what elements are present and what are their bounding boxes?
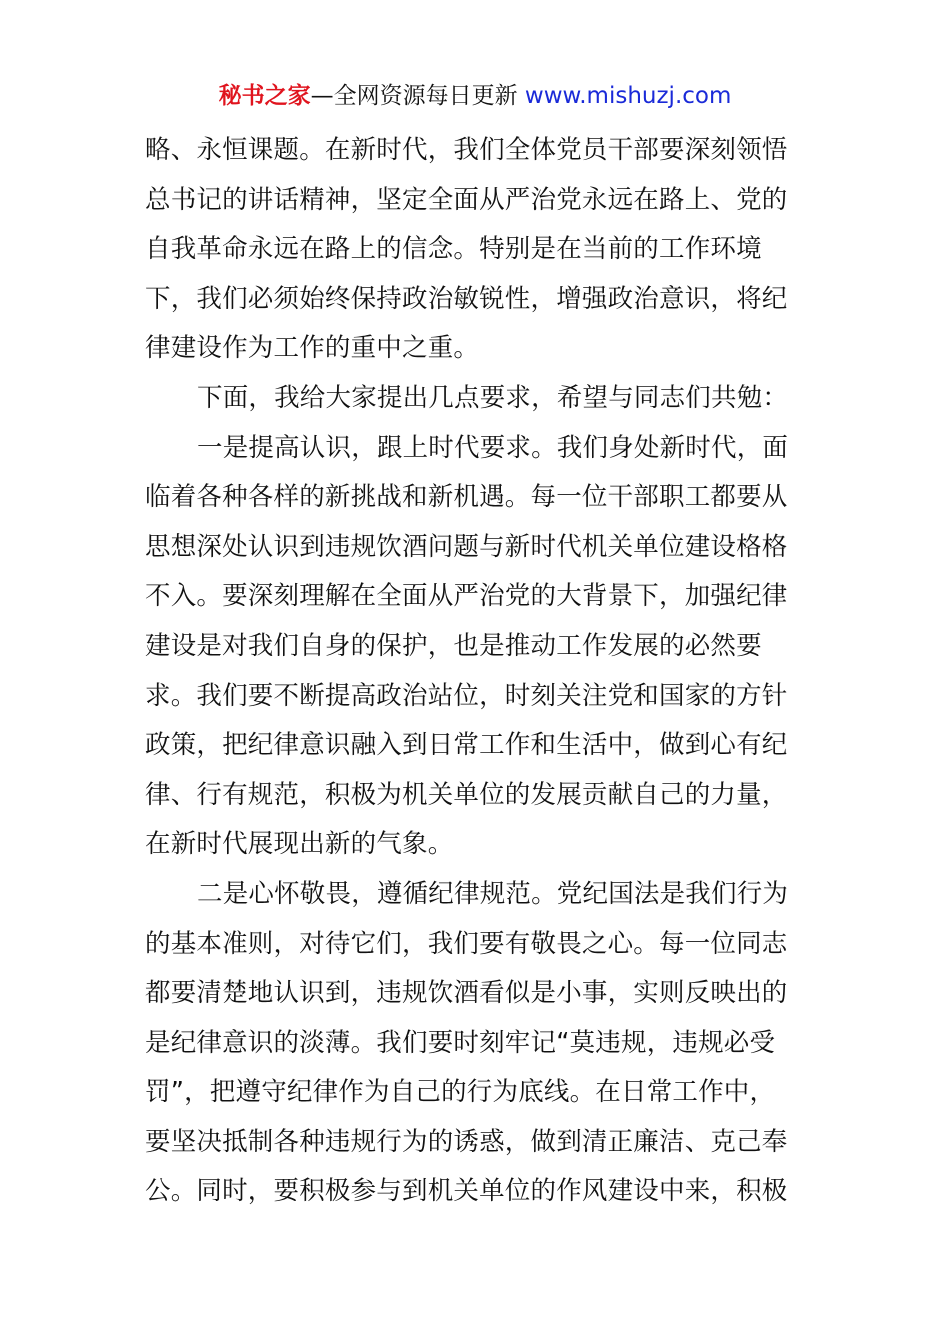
text-line: 罚”，把遵守纪律作为自己的行为底线。在日常工作中， — [145, 1077, 776, 1108]
text-line: 的基本准则，对待它们，我们要有敬畏之心。每一位同志 — [145, 928, 788, 959]
text-line: 建设是对我们自身的保护，也是推动工作发展的必然要 — [145, 630, 762, 661]
text-line: 都要清楚地认识到，违规饮酒看似是小事，实则反映出的 — [145, 978, 788, 1009]
document-body — [145, 126, 805, 1217]
header-url[interactable]: www.mishuzj.com — [524, 83, 732, 109]
text-line: 临着各种各样的新挑战和新机遇。每一位干部职工都要从 — [145, 482, 788, 513]
page-header — [0, 78, 950, 114]
text-line: 下，我们必须始终保持政治敏锐性，增强政治意识，将纪 — [145, 283, 788, 314]
text-line: 律建设作为工作的重中之重。 — [145, 333, 480, 364]
text-line: 要坚决抵制各种违规行为的诱惑，做到清正廉洁、克己奉 — [145, 1126, 788, 1157]
text-line: 律、行有规范，积极为机关单位的发展贡献自己的力量， — [145, 779, 788, 810]
text-line: 政策，把纪律意识融入到日常工作和生活中，做到心有纪 — [145, 730, 788, 761]
text-line: 下面，我给大家提出几点要求，希望与同志们共勉： — [197, 382, 789, 413]
text-line: 不入。要深刻理解在全面从严治党的大背景下，加强纪律 — [145, 581, 788, 612]
text-line: 总书记的讲话精神，坚定全面从严治党永远在路上、党的 — [145, 184, 788, 215]
text-line: 略、永恒课题。在新时代，我们全体党员干部要深刻领悟 — [145, 135, 788, 165]
text-line: 求。我们要不断提高政治站位，时刻关注党和国家的方针 — [145, 680, 788, 711]
text-line: 是纪律意识的淡薄。我们要时刻牢记“莫违规，违规必受 — [145, 1027, 776, 1058]
text-line: 自我革命永远在路上的信念。特别是在当前的工作环境 — [145, 234, 762, 265]
text-line: 二是心怀敬畏，遵循纪律规范。党纪国法是我们行为 — [197, 878, 789, 909]
brand-name: 秘书之家 — [218, 83, 311, 109]
text-line: 一是提高认识，跟上时代要求。我们身处新时代，面 — [197, 432, 789, 463]
header-tagline: —全网资源每日更新 — [310, 83, 518, 109]
text-line: 在新时代展现出新的气象。 — [145, 829, 454, 860]
text-line: 思想深处认识到违规饮酒问题与新时代机关单位建设格格 — [145, 531, 788, 562]
text-line: 公。同时，要积极参与到机关单位的作风建设中来，积极 — [145, 1176, 788, 1207]
